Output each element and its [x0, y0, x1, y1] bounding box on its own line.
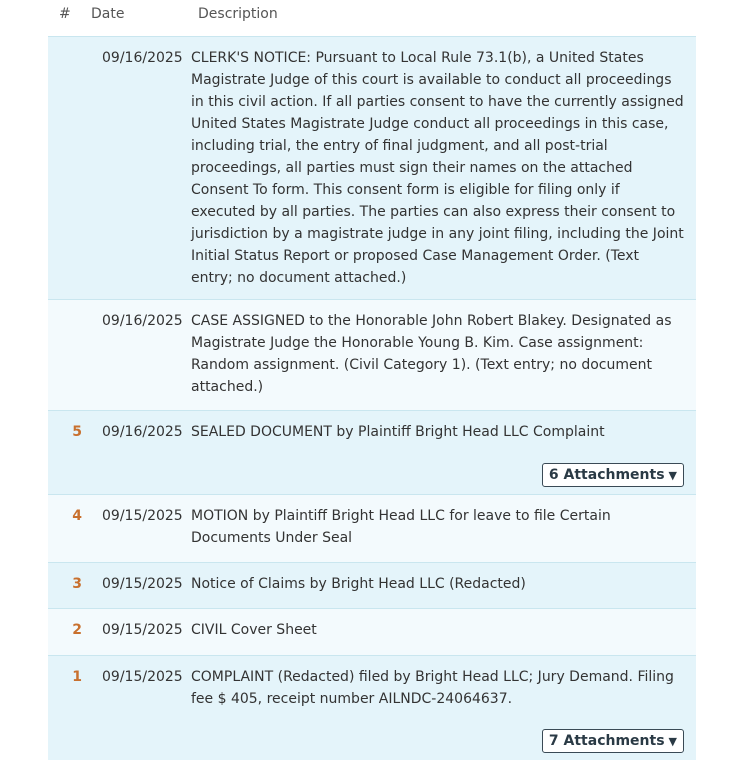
entry-description: CASE ASSIGNED to the Honorable John Robert Blakey. Designated as Magistrate Judge the Honorable Young B. Kim. Case assignment: Random assignment. (Civil Category 1). (Text entry; no document attached.) — [191, 313, 672, 395]
triangle-down-icon: ▼ — [668, 469, 677, 482]
entry-date: 09/16/2025 — [102, 424, 183, 440]
docket-entry-row — [48, 562, 696, 608]
entry-number: 1 — [72, 669, 82, 685]
entry-description-link[interactable]: SEALED DOCUMENT by Plaintiff Bright Head LLC Complaint — [191, 424, 605, 440]
entry-description: CLERK'S NOTICE: Pursuant to Local Rule 73.1(b), a United States Magistrate Judge of this court is available to conduct all proceedings in this civil action. If all parties consent to have the currently assigned United States Magistrate Judge conduct all proceedings in this case, including trial, the entry of final judgment, and all post-trial proceedings, all parties must sign their names on the attached Consent To form. This consent form is eligible for filing only if executed by all parties. The parties can also express their consent to jurisdiction by a magistrate judge in any joint filing, including the Joint Initial Status Report or proposed Case Management Order. (Text entry; no document attached.) — [191, 50, 684, 286]
docket-entry-row — [48, 36, 696, 299]
docket-entry-row — [48, 299, 696, 410]
entry-date: 09/15/2025 — [102, 508, 183, 524]
column-header-description: Description — [198, 6, 278, 22]
entry-description-link[interactable]: MOTION by Plaintiff Bright Head LLC for leave to file Certain Documents Under Seal — [191, 508, 611, 546]
entry-number: 2 — [72, 622, 82, 638]
entry-date: 09/15/2025 — [102, 576, 183, 592]
docket-entry-row — [48, 410, 696, 494]
docket-entry-row — [48, 655, 696, 760]
entry-date: 09/15/2025 — [102, 622, 183, 638]
entry-description-link[interactable]: CIVIL Cover Sheet — [191, 622, 317, 638]
attachments-count-label: 6 Attachments — [548, 467, 665, 483]
column-header-number: # — [59, 6, 71, 22]
triangle-down-icon: ▼ — [668, 735, 677, 748]
docket-entry-row — [48, 494, 696, 562]
entry-date: 09/15/2025 — [102, 669, 183, 685]
entry-description-link[interactable]: COMPLAINT (Redacted) filed by Bright Head LLC; Jury Demand. Filing fee $ 405, receipt number AILNDC-24064637. — [191, 669, 674, 707]
entry-number: 3 — [72, 576, 82, 592]
docket-table — [48, 36, 696, 760]
docket-table-header — [48, 0, 696, 36]
column-header-date: Date — [91, 6, 125, 22]
entry-description-link[interactable]: Notice of Claims by Bright Head LLC (Redacted) — [191, 576, 526, 592]
attachments-toggle-button[interactable] — [542, 729, 684, 753]
entry-date: 09/16/2025 — [102, 50, 183, 66]
entry-date: 09/16/2025 — [102, 313, 183, 329]
entry-number: 5 — [72, 424, 82, 440]
attachments-toggle-button[interactable] — [542, 463, 684, 487]
docket-entry-row — [48, 608, 696, 655]
entry-number: 4 — [72, 508, 82, 524]
attachments-count-label: 7 Attachments — [548, 733, 665, 749]
